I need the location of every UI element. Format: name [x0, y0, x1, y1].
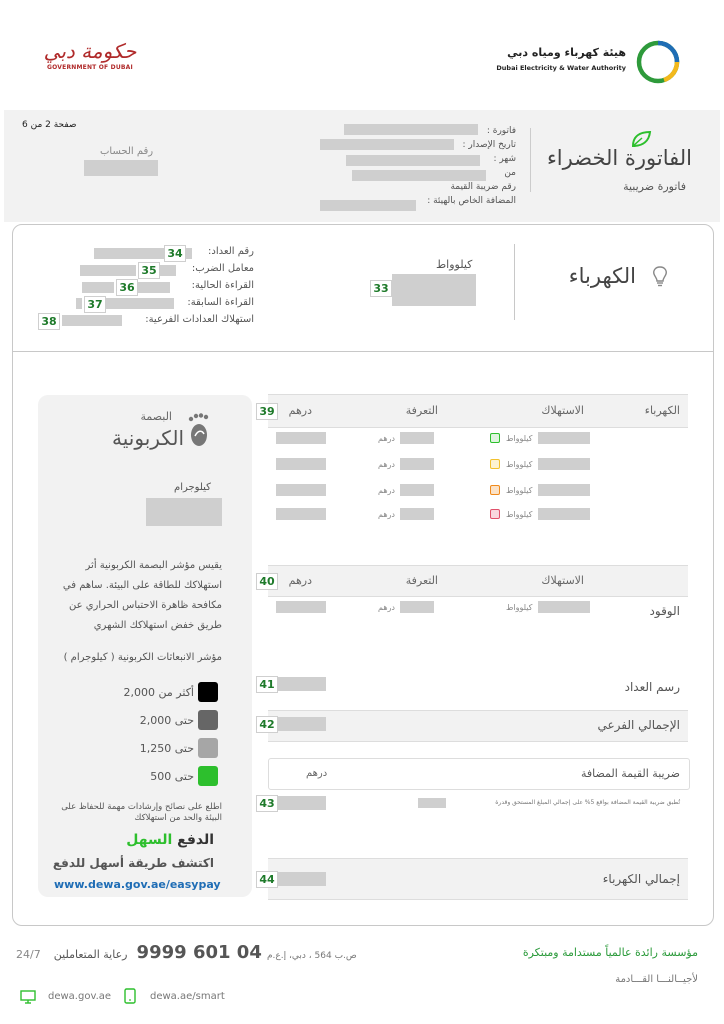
gov-logo-english: GOVERNMENT OF DUBAI	[47, 64, 133, 71]
legend-swatch-black	[198, 682, 218, 702]
vat-amount	[276, 796, 326, 810]
carbon-description: يقيس مؤشر البصمة الكربونية أثر استهلاكك للطاقة على البيئة. ساهم في مكافحة ظاهرة الاحتباس الحراري عن طريق خفض استهلاكك الشهري	[62, 560, 222, 631]
slab-2-tariff	[400, 458, 434, 470]
field-invoice: فاتورة :	[486, 126, 516, 136]
legend-label-2000: حتى 2,000	[139, 714, 194, 727]
slab-1-consumption	[538, 432, 590, 444]
slab-2-tariff-unit: درهم	[378, 460, 395, 469]
fuel-consumption-unit: كيلوواط	[506, 603, 533, 612]
slab-1-tariff-unit: درهم	[378, 434, 395, 443]
submeters-value	[62, 315, 122, 326]
col-header-category: الكهرباء	[644, 404, 680, 417]
marker-37: 37	[84, 296, 106, 313]
marker-40: 40	[256, 573, 278, 590]
consumption-unit-kw: كيلوواط	[436, 258, 473, 271]
current-reading-tail	[138, 282, 170, 293]
previous-reading-tail	[106, 298, 174, 309]
monitor-icon	[20, 990, 36, 1004]
green-bill-title: الفاتورة الخضراء	[546, 146, 692, 170]
fuel-tariff-unit: درهم	[378, 603, 395, 612]
slab-2-consumption-unit: كيلوواط	[506, 460, 533, 469]
footprint-icon	[186, 412, 212, 448]
col-header-currency: درهم	[288, 404, 312, 417]
marker-38: 38	[38, 313, 60, 330]
page-number: صفحة 2 من 6	[22, 120, 77, 130]
footer-slogan: مؤسسة رائدة عالمياً مستدامة ومبتكرة	[522, 946, 698, 959]
slab-4-consumption	[538, 508, 590, 520]
slab-1-amount	[276, 432, 326, 444]
customer-care-hours: 24/7	[16, 948, 41, 961]
meter-label-current: القراءة الحالية:	[191, 280, 254, 291]
carbon-value	[146, 498, 222, 526]
meter-fee-label: رسم العداد	[624, 680, 680, 694]
slab-1-consumption-unit: كيلوواط	[506, 434, 533, 443]
slab-4-tariff	[400, 508, 434, 520]
easypay-title-part1: الدفع	[172, 832, 214, 848]
slab-2-consumption	[538, 458, 590, 470]
sub-total-amount	[276, 717, 326, 731]
fuel-tariff	[400, 601, 434, 613]
meter-number-value	[94, 248, 164, 259]
legend-label-500: حتى 500	[150, 770, 194, 783]
environment-tips: اطلع على نصائح وإرشادات مهمة للحفاظ على البيئة والحد من استهلاكك	[61, 802, 222, 823]
meter-label-submeters: استهلاك العدادات الفرعية:	[145, 314, 254, 325]
vat-note: تُطبق ضريبة القيمة المضافة بواقع 5% على إجمالي المبلغ المستحق وقدرة	[495, 799, 680, 806]
marker-43: 43	[256, 795, 278, 812]
tax-invoice-subtitle: فاتورة ضريبية	[623, 180, 686, 193]
meter-label-previous: القراءة السابقة:	[187, 297, 254, 308]
card-top-divider	[12, 351, 714, 352]
multiplier-tail	[160, 265, 176, 276]
fuel-col-consumption: الاستهلاك	[541, 574, 584, 587]
account-number-value	[84, 160, 158, 176]
invoice-field-labels	[427, 124, 516, 208]
customer-care-label: رعاية المتعاملين	[53, 948, 128, 961]
marker-33: 33	[370, 280, 392, 297]
marker-36: 36	[116, 279, 138, 296]
marker-44: 44	[256, 871, 278, 888]
slab-3-consumption	[538, 484, 590, 496]
header-divider	[530, 128, 531, 192]
legend-swatch-gray	[198, 738, 218, 758]
easypay-title	[126, 832, 214, 848]
slab-3-amount	[276, 484, 326, 496]
current-reading-value	[82, 282, 114, 293]
month-value	[346, 155, 480, 166]
fuel-table-header	[268, 565, 688, 597]
fuel-consumption	[538, 601, 590, 613]
carbon-index-title: مؤشر الانبعاثات الكربونية ( كيلوجرام )	[63, 652, 222, 663]
electricity-title: الكهرباء	[568, 264, 636, 288]
smartphone-icon	[124, 988, 136, 1004]
electricity-total-label: إجمالي الكهرباء	[602, 872, 680, 886]
col-header-tariff: التعرفة	[405, 404, 438, 417]
slab-4-tariff-unit: درهم	[378, 510, 395, 519]
slab-4-color-icon	[490, 509, 500, 519]
legend-swatch-green	[198, 766, 218, 786]
dewa-logo-text-en: Dubai Electricity & Water Authority	[496, 64, 626, 72]
fuel-col-tariff: التعرفة	[405, 574, 438, 587]
multiplier-value	[80, 265, 136, 276]
marker-35: 35	[138, 262, 160, 279]
electricity-total-amount	[276, 872, 326, 886]
po-box: ص.ب 564 ، دبي، إ.ع.م	[266, 951, 357, 961]
carbon-unit-kg: كيلوجرام	[174, 482, 211, 493]
marker-39: 39	[256, 403, 278, 420]
dewa-logo-text-ar: هيئة كهرباء ومياه دبي	[507, 46, 626, 59]
marker-41: 41	[256, 676, 278, 693]
carbon-title-big: الكربونية	[112, 426, 184, 450]
easypay-subtitle: اكتشف طريقة أسهل للدفع	[52, 856, 214, 870]
invoice-number-value	[344, 124, 478, 135]
slab-3-consumption-unit: كيلوواط	[506, 486, 533, 495]
sub-total-label: الإجمالي الفرعي	[597, 718, 680, 732]
slab-3-tariff	[400, 484, 434, 496]
meter-label-number: رقم العداد:	[208, 246, 254, 257]
fuel-col-currency: درهم	[288, 574, 312, 587]
account-number-label: رقم الحساب	[100, 146, 154, 157]
total-consumption-value	[392, 274, 476, 306]
field-from: من	[504, 168, 516, 178]
field-vat-number-1: رقم ضريبة القيمة	[450, 182, 516, 192]
issue-date-value	[320, 139, 454, 150]
legend-label-over-2000: أكثر من 2,000	[123, 686, 194, 699]
slab-3-color-icon	[490, 485, 500, 495]
meter-label-multiplier: معامل الضرب:	[191, 263, 254, 274]
government-of-dubai-logo	[40, 38, 140, 80]
footer-website-link[interactable]: dewa.gov.ae	[48, 991, 112, 1002]
carbon-title-small: البصمة	[140, 410, 172, 423]
slab-3-tariff-unit: درهم	[378, 486, 395, 495]
slab-4-amount	[276, 508, 326, 520]
meter-number-tail	[186, 248, 192, 259]
period-from-value	[352, 170, 486, 181]
fuel-amount	[276, 601, 326, 613]
field-vat-number-2: المضافة الخاص بالهيئة :	[427, 196, 516, 206]
footer-slogan-2: لأجيــالنـــا القـــادمة	[615, 974, 698, 985]
slab-4-consumption-unit: كيلوواط	[506, 510, 533, 519]
easypay-link[interactable]: www.dewa.gov.ae/easypay	[54, 878, 221, 891]
slab-2-amount	[276, 458, 326, 470]
fuel-label: الوقود	[649, 604, 680, 618]
previous-reading-value	[76, 298, 82, 309]
slab-1-tariff	[400, 432, 434, 444]
light-bulb-icon	[652, 266, 668, 288]
footer-smart-app-link[interactable]: dewa.ae/smart	[150, 991, 225, 1002]
customer-care-phone[interactable]: 04 601 9999	[136, 942, 262, 963]
slab-2-color-icon	[490, 459, 500, 469]
col-header-consumption: الاستهلاك	[541, 404, 584, 417]
vat-number-value	[320, 200, 416, 211]
slab-1-color-icon	[490, 433, 500, 443]
marker-42: 42	[256, 716, 278, 733]
easypay-title-part2: السهل	[126, 832, 173, 848]
customer-care	[12, 942, 357, 963]
legend-swatch-darkgray	[198, 710, 218, 730]
vat-label: ضريبة القيمة المضافة	[580, 767, 680, 780]
vat-note-value	[418, 798, 446, 808]
field-issue-date: تاريخ الإصدار :	[462, 140, 516, 150]
electricity-panel-divider	[514, 244, 515, 320]
vat-currency: درهم	[306, 768, 328, 779]
marker-34: 34	[164, 245, 186, 262]
dewa-logo	[490, 38, 690, 86]
electricity-table-header	[268, 394, 688, 428]
gov-logo-arabic: حكومة دبي	[43, 39, 137, 63]
field-month: شهر :	[493, 154, 516, 164]
dewa-ring-icon	[634, 38, 682, 86]
meter-fee-amount	[276, 677, 326, 691]
legend-label-1250: حتى 1,250	[139, 742, 194, 755]
